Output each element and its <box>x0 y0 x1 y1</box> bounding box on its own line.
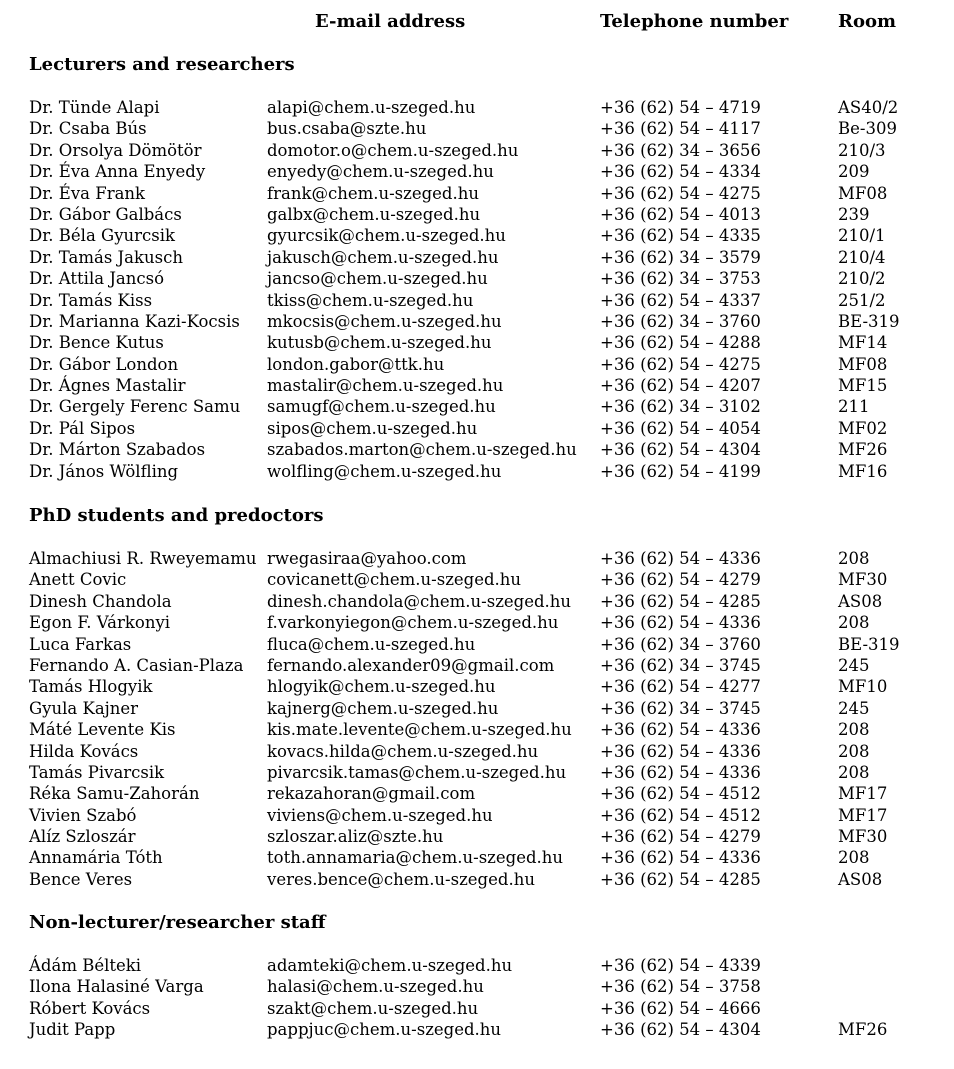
table-row <box>0 676 954 697</box>
room-number: AS08 <box>838 869 883 889</box>
telephone-number: +36 (62) 54 – 4054 <box>600 418 761 438</box>
email-address: london.gabor@ttk.hu <box>267 354 445 374</box>
telephone-number: +36 (62) 34 – 3745 <box>600 698 761 718</box>
person-name: Dr. Bence Kutus <box>29 333 164 353</box>
table-row <box>0 998 954 1019</box>
email-address: frank@chem.u-szeged.hu <box>267 183 479 203</box>
room-number: MF17 <box>838 784 888 804</box>
email-address: adamteki@chem.u-szeged.hu <box>267 956 513 975</box>
email-address: dinesh.chandola@chem.u-szeged.hu <box>267 591 572 611</box>
person-name: Hilda Kovács <box>29 741 139 761</box>
email-address: f.varkonyiegon@chem.u-szeged.hu <box>267 613 559 633</box>
telephone-number: +36 (62) 54 – 4117 <box>600 119 761 139</box>
table-row <box>0 655 954 676</box>
telephone-number: +36 (62) 54 – 4512 <box>600 784 761 804</box>
room-number: MF02 <box>838 418 888 438</box>
telephone-number: +36 (62) 34 – 3102 <box>600 397 761 417</box>
room-number: 239 <box>838 204 870 224</box>
email-address: mkocsis@chem.u-szeged.hu <box>267 311 502 331</box>
table-row <box>0 741 954 762</box>
column-header-room: Room <box>838 11 897 32</box>
telephone-number: +36 (62) 34 – 3760 <box>600 634 761 654</box>
email-address: sipos@chem.u-szeged.hu <box>267 418 478 438</box>
telephone-number: +36 (62) 54 – 4719 <box>600 98 761 117</box>
email-address: kajnerg@chem.u-szeged.hu <box>267 698 499 718</box>
table-row <box>0 118 954 139</box>
table-row <box>0 869 954 890</box>
person-name: Bence Veres <box>29 869 133 889</box>
room-number: AS40/2 <box>838 98 899 117</box>
email-address: wolfling@chem.u-szeged.hu <box>267 461 502 481</box>
column-header-email: E-mail address <box>315 11 466 32</box>
room-number: 208 <box>838 720 870 740</box>
telephone-number: +36 (62) 54 – 4277 <box>600 677 761 697</box>
room-number: 208 <box>838 549 870 568</box>
email-address: bus.csaba@szte.hu <box>267 119 427 139</box>
table-row <box>0 418 954 439</box>
room-number: MF15 <box>838 376 888 396</box>
table-row <box>0 375 954 396</box>
telephone-number: +36 (62) 54 – 4512 <box>600 805 761 825</box>
email-address: rwegasiraa@yahoo.com <box>267 549 467 568</box>
person-name: Annamária Tóth <box>29 848 163 868</box>
person-name: Dr. János Wölfling <box>29 461 179 481</box>
person-name: Ilona Halasiné Varga <box>29 977 204 997</box>
table-row <box>0 783 954 804</box>
person-name: Dr. Csaba Bús <box>29 119 147 139</box>
person-name: Dinesh Chandola <box>29 591 172 611</box>
room-number: MF14 <box>838 333 888 353</box>
room-number: 210/4 <box>838 247 886 267</box>
telephone-number: +36 (62) 54 – 3758 <box>600 977 761 997</box>
person-name: Ádám Bélteki <box>29 956 142 975</box>
room-number: MF26 <box>838 440 888 460</box>
telephone-number: +36 (62) 54 – 4285 <box>600 869 761 889</box>
email-address: szakt@chem.u-szeged.hu <box>267 998 479 1018</box>
email-address: hlogyik@chem.u-szeged.hu <box>267 677 496 697</box>
table-row <box>0 612 954 633</box>
email-address: toth.annamaria@chem.u-szeged.hu <box>267 848 564 868</box>
room-number: MF08 <box>838 354 888 374</box>
telephone-number: +36 (62) 54 – 4304 <box>600 1020 761 1040</box>
email-address: gyurcsik@chem.u-szeged.hu <box>267 226 506 246</box>
telephone-number: +36 (62) 54 – 4275 <box>600 354 761 374</box>
room-number: 209 <box>838 162 870 182</box>
telephone-number: +36 (62) 54 – 4013 <box>600 204 761 224</box>
person-name: Dr. Béla Gyurcsik <box>29 226 176 246</box>
table-row <box>0 140 954 161</box>
room-number: 208 <box>838 613 870 633</box>
email-address: kis.mate.levente@chem.u-szeged.hu <box>267 720 572 740</box>
column-header-phone: Telephone number <box>600 11 789 32</box>
table-row <box>0 247 954 268</box>
telephone-number: +36 (62) 34 – 3745 <box>600 655 761 675</box>
person-name: Dr. Tünde Alapi <box>29 98 160 117</box>
telephone-number: +36 (62) 54 – 4339 <box>600 956 761 975</box>
telephone-number: +36 (62) 54 – 4337 <box>600 290 761 310</box>
table-row <box>0 955 954 976</box>
person-name: Dr. Tamás Jakusch <box>29 247 183 267</box>
person-name: Dr. Gábor Galbács <box>29 204 182 224</box>
person-name: Dr. Márton Szabados <box>29 440 206 460</box>
table-row <box>0 225 954 246</box>
room-number: BE-319 <box>838 634 900 654</box>
table-row <box>0 847 954 868</box>
telephone-number: +36 (62) 54 – 4304 <box>600 440 761 460</box>
room-number: MF26 <box>838 1020 888 1040</box>
telephone-number: +36 (62) 54 – 4336 <box>600 741 761 761</box>
email-address: alapi@chem.u-szeged.hu <box>267 98 476 117</box>
room-number: MF17 <box>838 805 888 825</box>
table-row <box>0 290 954 311</box>
table-row <box>0 461 954 482</box>
person-name: Róbert Kovács <box>29 998 151 1018</box>
telephone-number: +36 (62) 54 – 4285 <box>600 591 761 611</box>
table-row <box>0 569 954 590</box>
telephone-number: +36 (62) 54 – 4335 <box>600 226 761 246</box>
room-number: AS08 <box>838 591 883 611</box>
telephone-number: +36 (62) 34 – 3753 <box>600 269 761 289</box>
section-title: PhD students and predoctors <box>29 505 324 526</box>
person-name: Máté Levente Kis <box>29 720 176 740</box>
email-address: kovacs.hilda@chem.u-szeged.hu <box>267 741 539 761</box>
person-name: Judit Papp <box>29 1020 116 1040</box>
telephone-number: +36 (62) 54 – 4199 <box>600 461 761 481</box>
table-row <box>0 332 954 353</box>
telephone-number: +36 (62) 54 – 4279 <box>600 570 761 590</box>
telephone-number: +36 (62) 34 – 3656 <box>600 140 761 160</box>
email-address: galbx@chem.u-szeged.hu <box>267 204 481 224</box>
person-name: Gyula Kajner <box>29 698 139 718</box>
telephone-number: +36 (62) 54 – 4336 <box>600 549 761 568</box>
person-name: Tamás Hlogyik <box>29 677 153 697</box>
table-row <box>0 1019 954 1040</box>
table-row <box>0 396 954 417</box>
person-name: Dr. Ágnes Mastalir <box>29 376 186 396</box>
telephone-number: +36 (62) 54 – 4336 <box>600 720 761 740</box>
email-address: viviens@chem.u-szeged.hu <box>267 805 493 825</box>
email-address: jakusch@chem.u-szeged.hu <box>267 247 499 267</box>
table-row <box>0 826 954 847</box>
room-number: 251/2 <box>838 290 886 310</box>
email-address: domotor.o@chem.u-szeged.hu <box>267 140 519 160</box>
telephone-number: +36 (62) 54 – 4666 <box>600 998 761 1018</box>
table-row <box>0 183 954 204</box>
table-row <box>0 805 954 826</box>
section-rows <box>0 955 954 1041</box>
email-address: halasi@chem.u-szeged.hu <box>267 977 484 997</box>
section-title: Lecturers and researchers <box>29 54 295 75</box>
table-row <box>0 591 954 612</box>
email-address: pivarcsik.tamas@chem.u-szeged.hu <box>267 762 567 782</box>
telephone-number: +36 (62) 54 – 4336 <box>600 762 761 782</box>
room-number: MF10 <box>838 677 888 697</box>
table-row <box>0 354 954 375</box>
table-row <box>0 548 954 569</box>
room-number: 211 <box>838 397 870 417</box>
room-number: MF16 <box>838 461 888 481</box>
email-address: rekazahoran@gmail.com <box>267 784 476 804</box>
person-name: Egon F. Várkonyi <box>29 613 171 633</box>
person-name: Réka Samu-Zahorán <box>29 784 200 804</box>
email-address: covicanett@chem.u-szeged.hu <box>267 570 522 590</box>
room-number: 210/3 <box>838 140 886 160</box>
table-row <box>0 268 954 289</box>
room-number: MF30 <box>838 570 888 590</box>
telephone-number: +36 (62) 34 – 3579 <box>600 247 761 267</box>
room-number: 208 <box>838 762 870 782</box>
section-rows <box>0 97 954 482</box>
room-number: MF08 <box>838 183 888 203</box>
email-address: szabados.marton@chem.u-szeged.hu <box>267 440 577 460</box>
email-address: veres.bence@chem.u-szeged.hu <box>267 869 535 889</box>
table-row <box>0 311 954 332</box>
telephone-number: +36 (62) 54 – 4334 <box>600 162 761 182</box>
telephone-number: +36 (62) 54 – 4207 <box>600 376 761 396</box>
person-name: Anett Covic <box>29 570 127 590</box>
email-address: jancso@chem.u-szeged.hu <box>267 269 488 289</box>
email-address: fernando.alexander09@gmail.com <box>267 655 555 675</box>
telephone-number: +36 (62) 54 – 4275 <box>600 183 761 203</box>
person-name: Tamás Pivarcsik <box>29 762 165 782</box>
email-address: samugf@chem.u-szeged.hu <box>267 397 496 417</box>
telephone-number: +36 (62) 54 – 4336 <box>600 613 761 633</box>
room-number: 245 <box>838 655 870 675</box>
person-name: Dr. Tamás Kiss <box>29 290 153 310</box>
telephone-number: +36 (62) 54 – 4288 <box>600 333 761 353</box>
email-address: fluca@chem.u-szeged.hu <box>267 634 476 654</box>
telephone-number: +36 (62) 34 – 3760 <box>600 311 761 331</box>
person-name: Fernando A. Casian-Plaza <box>29 655 244 675</box>
person-name: Vivien Szabó <box>29 805 137 825</box>
person-name: Luca Farkas <box>29 634 132 654</box>
person-name: Dr. Gábor London <box>29 354 179 374</box>
section-title: Non-lecturer/researcher staff <box>29 912 326 933</box>
table-row <box>0 97 954 118</box>
table-row <box>0 634 954 655</box>
person-name: Dr. Pál Sipos <box>29 418 136 438</box>
table-row <box>0 439 954 460</box>
email-address: kutusb@chem.u-szeged.hu <box>267 333 492 353</box>
table-row <box>0 762 954 783</box>
room-number: Be-309 <box>838 119 897 139</box>
table-row <box>0 698 954 719</box>
person-name: Dr. Marianna Kazi-Kocsis <box>29 311 240 331</box>
person-name: Dr. Attila Jancsó <box>29 269 165 289</box>
table-row <box>0 204 954 225</box>
room-number: MF30 <box>838 827 888 847</box>
email-address: mastalir@chem.u-szeged.hu <box>267 376 504 396</box>
room-number: 245 <box>838 698 870 718</box>
email-address: szloszar.aliz@szte.hu <box>267 827 444 847</box>
person-name: Dr. Éva Frank <box>29 183 146 203</box>
room-number: 208 <box>838 741 870 761</box>
email-address: enyedy@chem.u-szeged.hu <box>267 162 494 182</box>
person-name: Dr. Gergely Ferenc Samu <box>29 397 241 417</box>
section-rows <box>0 548 954 890</box>
person-name: Dr. Éva Anna Enyedy <box>29 162 206 182</box>
email-address: tkiss@chem.u-szeged.hu <box>267 290 474 310</box>
room-number: 208 <box>838 848 870 868</box>
table-row <box>0 719 954 740</box>
telephone-number: +36 (62) 54 – 4279 <box>600 827 761 847</box>
person-name: Almachiusi R. Rweyemamu <box>29 549 257 568</box>
table-row <box>0 976 954 997</box>
email-address: pappjuc@chem.u-szeged.hu <box>267 1020 502 1040</box>
room-number: 210/1 <box>838 226 886 246</box>
person-name: Dr. Orsolya Dömötör <box>29 140 202 160</box>
room-number: BE-319 <box>838 311 900 331</box>
person-name: Alíz Szloszár <box>29 827 136 847</box>
room-number: 210/2 <box>838 269 886 289</box>
table-row <box>0 161 954 182</box>
telephone-number: +36 (62) 54 – 4336 <box>600 848 761 868</box>
